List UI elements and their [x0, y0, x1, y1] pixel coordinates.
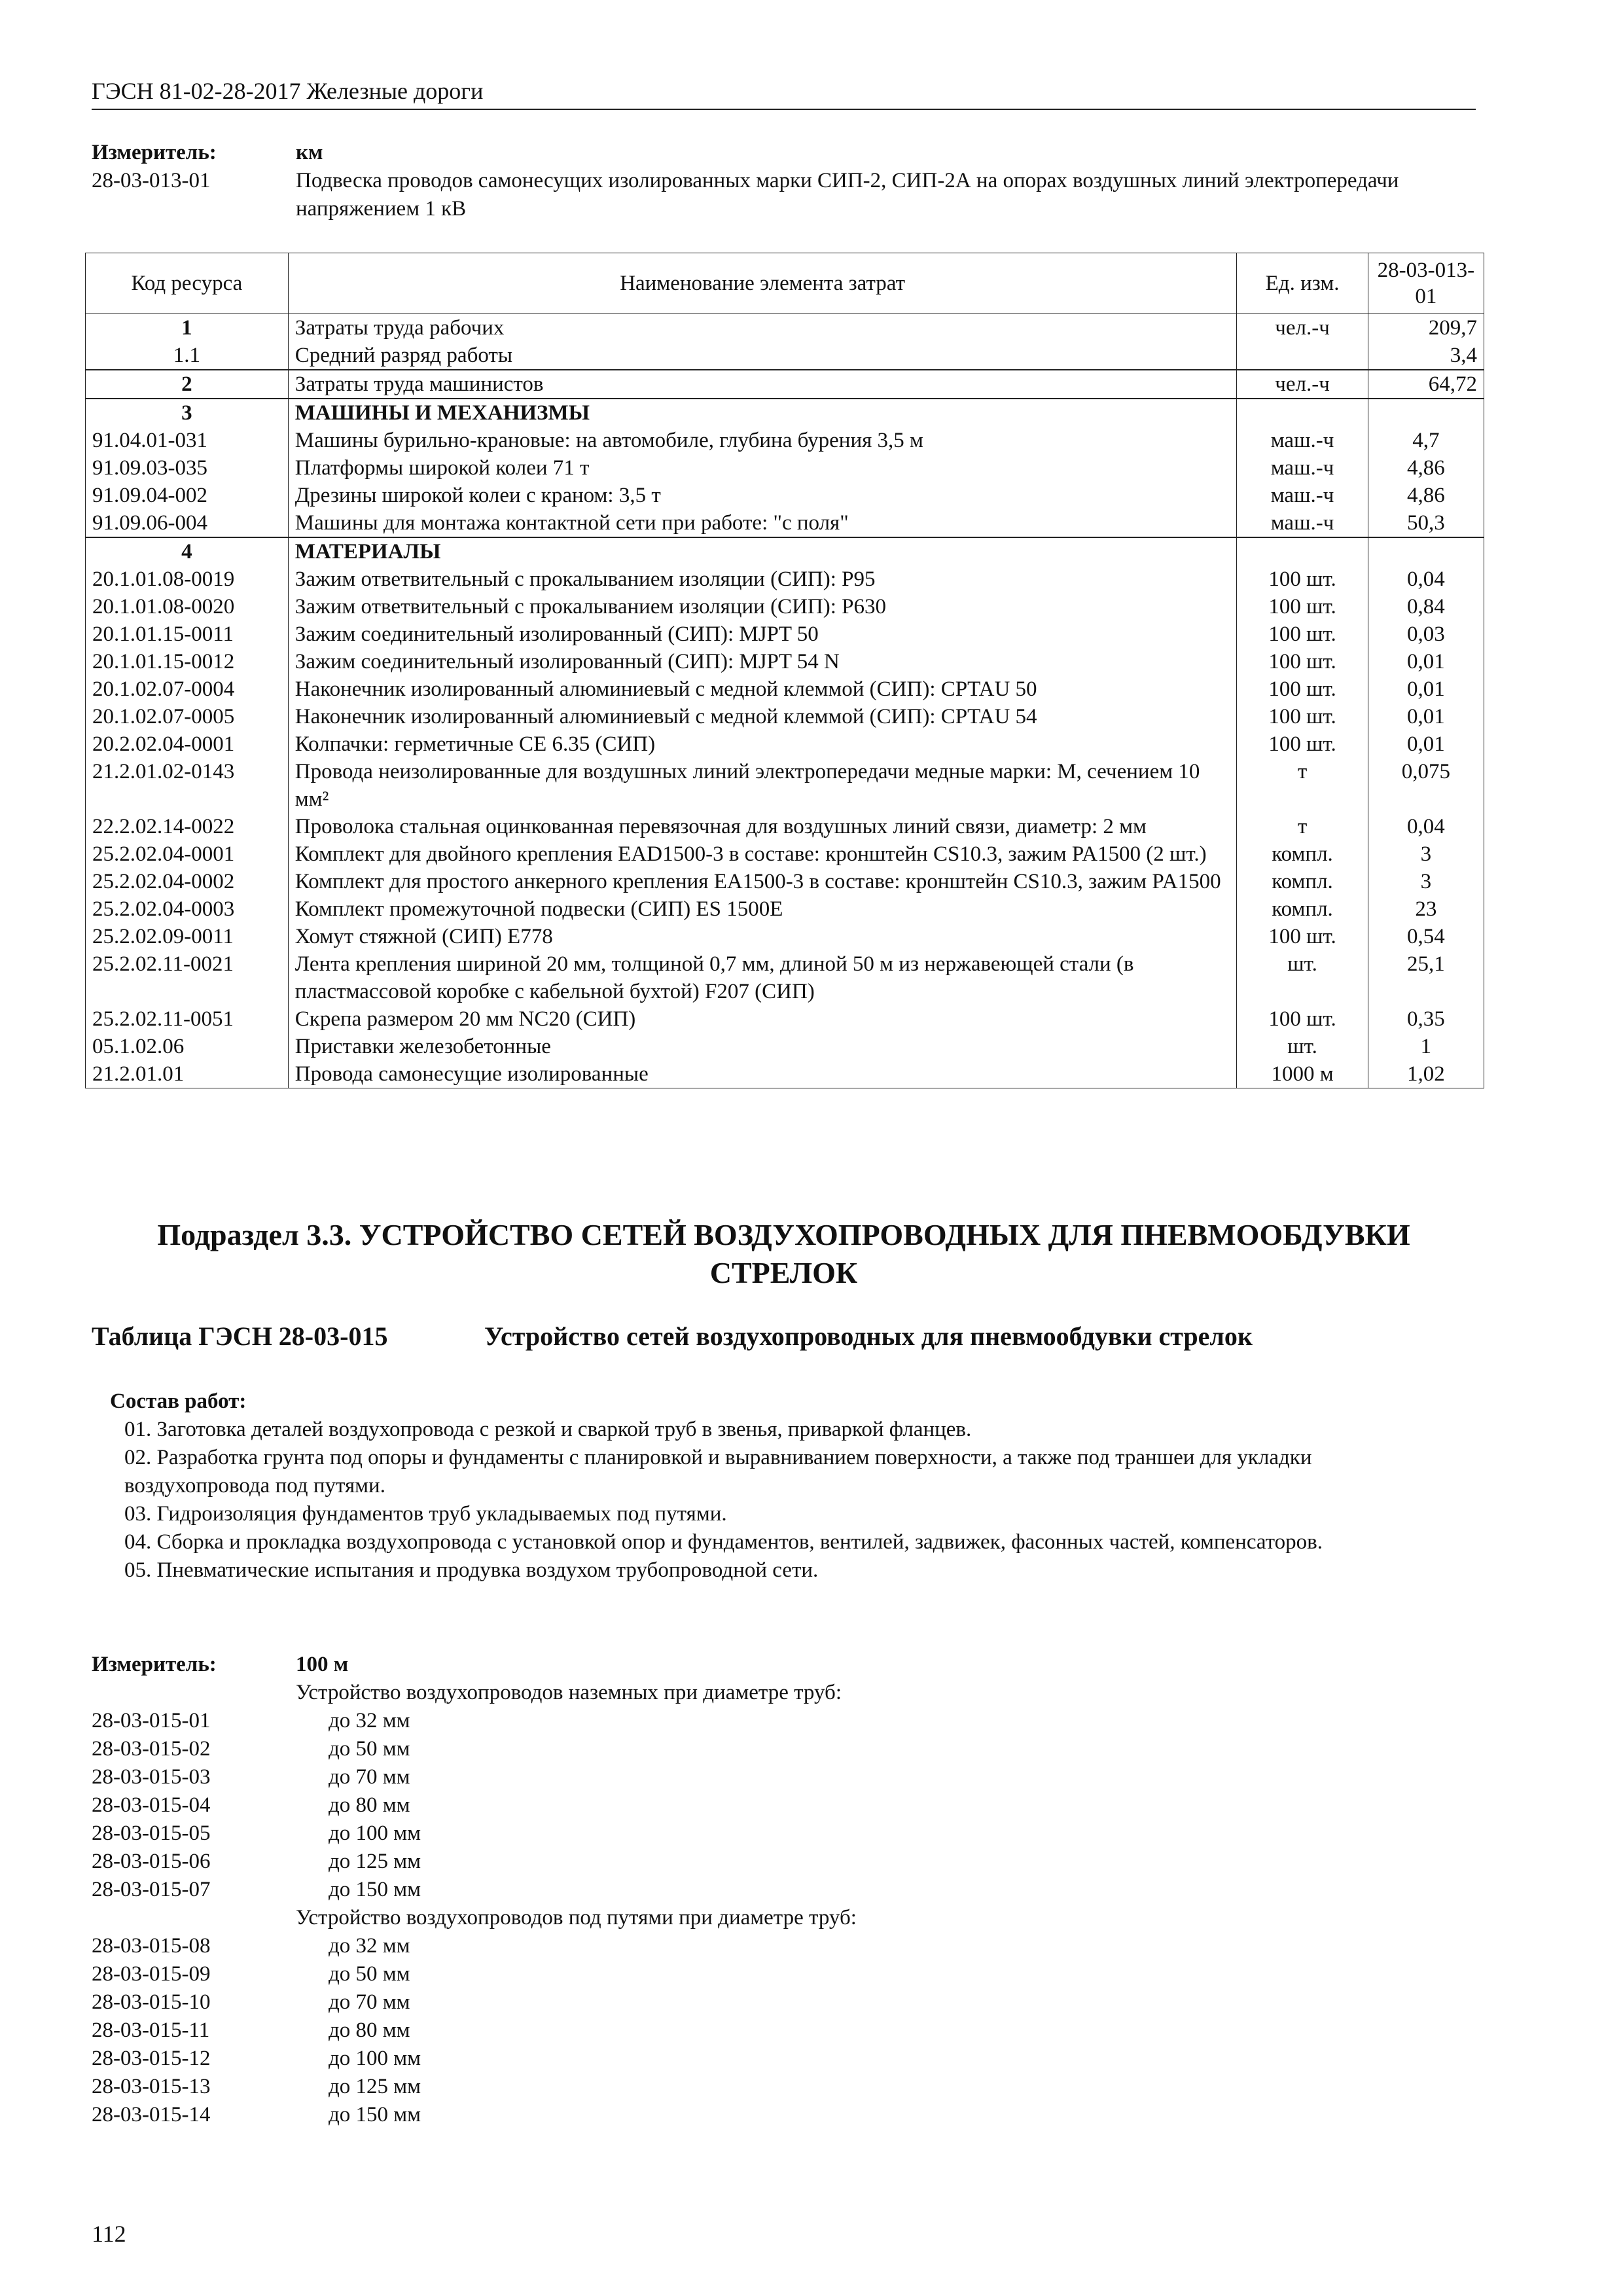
cell-name: Машины бурильно-крановые: на автомобиле, глубина бурения 3,5 м [288, 427, 1237, 454]
table-row [86, 923, 1484, 950]
norm-code: 28-03-015-11 [92, 2018, 210, 2042]
cell-code: 20.1.02.07-0005 [86, 703, 289, 730]
table-row [86, 342, 1484, 370]
cell-qty: 4,86 [1368, 454, 1484, 482]
table-row [86, 648, 1484, 675]
norm-list-item [92, 2101, 1008, 2129]
norm-code: 28-03-015-13 [92, 2075, 211, 2098]
group-title-row [92, 1679, 1008, 1707]
norm-list-item [92, 1876, 1008, 1904]
norm-list-item [92, 2017, 1008, 2045]
table-row [86, 370, 1484, 399]
norm-diameter: до 32 мм [329, 1934, 410, 1958]
works-item: 03. Гидроизоляция фундаментов труб укладываемых под путями. [124, 1502, 727, 1526]
cell-name: Скрепа размером 20 мм NC20 (СИП) [288, 1005, 1237, 1033]
cell-name: Комплект промежуточной подвески (СИП) ES 1500E [288, 895, 1237, 923]
table-row [86, 1033, 1484, 1060]
norm-code: 28-03-015-12 [92, 2047, 211, 2070]
group-1-list [92, 1707, 1008, 1904]
cell-code: 3 [86, 399, 289, 427]
norm-diameter: до 80 мм [329, 2018, 410, 2042]
cell-code: 22.2.02.14-0022 [86, 813, 289, 840]
cell-qty: 0,35 [1368, 1005, 1484, 1033]
norm-diameter: до 50 мм [329, 1737, 410, 1761]
table-title [92, 1321, 1476, 1352]
cell-qty: 4,7 [1368, 427, 1484, 454]
cell-code: 25.2.02.09-0011 [86, 923, 289, 950]
cell-qty: 0,01 [1368, 703, 1484, 730]
cell-qty: 0,01 [1368, 648, 1484, 675]
norm-code: 28-03-015-04 [92, 1793, 211, 1817]
cell-name: Приставки железобетонные [288, 1033, 1237, 1060]
table-body [86, 314, 1484, 1088]
table-row [86, 1060, 1484, 1088]
cell-name: Платформы широкой колеи 71 т [288, 454, 1237, 482]
cell-name: Комплект для двойного крепления EAD1500-3 в составе: кронштейн CS10.3, зажим PA1500 (2 шт.) [288, 840, 1237, 868]
cell-code: 21.2.01.02-0143 [86, 758, 289, 813]
cell-code: 20.1.01.15-0011 [86, 620, 289, 648]
cell-qty: 3 [1368, 840, 1484, 868]
cell-qty: 23 [1368, 895, 1484, 923]
cell-unit: т [1237, 813, 1368, 840]
cell-code: 25.2.02.11-0021 [86, 950, 289, 1005]
norm-code: 28-03-015-06 [92, 1850, 211, 1873]
cell-name: Наконечник изолированный алюминиевый с медной клеммой (СИП): CPTAU 50 [288, 675, 1237, 703]
table-row [86, 1005, 1484, 1033]
norm-list-item [92, 1820, 1008, 1848]
cell-qty: 1,02 [1368, 1060, 1484, 1088]
norm-code: 28-03-015-02 [92, 1737, 211, 1761]
header-code: Код ресурса [86, 253, 289, 314]
cell-qty: 0,01 [1368, 730, 1484, 758]
measure-block-2 [92, 1651, 1008, 2129]
cell-unit: 100 шт. [1237, 620, 1368, 648]
cell-name: Затраты труда машинистов [288, 370, 1237, 399]
cell-name: Провода неизолированные для воздушных линий электропередачи медные марки: М, сечением 10 мм² [288, 758, 1237, 813]
cell-unit [1237, 342, 1368, 370]
norm-row [92, 167, 1476, 223]
norm-code: 28-03-015-08 [92, 1934, 211, 1958]
cell-code: 25.2.02.04-0003 [86, 895, 289, 923]
cell-code: 91.09.04-002 [86, 482, 289, 509]
cell-qty: 0,03 [1368, 620, 1484, 648]
table-row [86, 454, 1484, 482]
cell-qty: 4,86 [1368, 482, 1484, 509]
cell-qty: 25,1 [1368, 950, 1484, 1005]
norm-code: 28-03-015-07 [92, 1878, 211, 1901]
table-row [86, 399, 1484, 427]
norm-list-item [92, 1707, 1008, 1735]
table-row [86, 537, 1484, 565]
resource-table [85, 253, 1484, 1088]
norm-list-item [92, 1791, 1008, 1820]
works-list [110, 1388, 1452, 1585]
norm-list-item [92, 1735, 1008, 1763]
cell-qty: 209,7 [1368, 314, 1484, 342]
cell-code: 25.2.02.04-0001 [86, 840, 289, 868]
works-item: 05. Пневматические испытания и продувка воздухом трубопроводной сети. [124, 1558, 819, 1582]
cell-name: МАШИНЫ И МЕХАНИЗМЫ [288, 399, 1237, 427]
cell-qty: 3,4 [1368, 342, 1484, 370]
cell-unit: шт. [1237, 1033, 1368, 1060]
measure-row [92, 1651, 1008, 1679]
cell-code: 21.2.01.01 [86, 1060, 289, 1088]
norm-code: 28-03-015-01 [92, 1709, 211, 1732]
group-1-title: Устройство воздухопроводов наземных при диаметре труб: [296, 1681, 842, 1704]
cell-qty: 3 [1368, 868, 1484, 895]
works-item: 04. Сборка и прокладка воздухопровода с установкой опор и фундаментов, вентилей, задвижек, фасонных частей, компенсаторов. [124, 1530, 1323, 1554]
table-row [86, 482, 1484, 509]
cell-code: 1 [86, 314, 289, 342]
table-row [86, 314, 1484, 342]
subsection-line-2: СТРЕЛОК [709, 1256, 858, 1289]
cell-unit: 1000 м [1237, 1060, 1368, 1088]
cell-name: Зажим ответвительный с прокалыванием изоляции (СИП): Р95 [288, 565, 1237, 593]
norm-description: Подвеска проводов самонесущих изолированных марки СИП-2, СИП-2А на опорах воздушных линий электропередачи напряжением 1 кВ [296, 169, 1399, 221]
norm-code: 28-03-015-05 [92, 1821, 211, 1845]
cell-name: Машины для монтажа контактной сети при работе: "с поля" [288, 509, 1237, 537]
cell-code: 91.09.03-035 [86, 454, 289, 482]
cell-unit: компл. [1237, 895, 1368, 923]
group-2-title: Устройство воздухопроводов под путями при диаметре труб: [296, 1906, 857, 1929]
cell-name: Проволока стальная оцинкованная перевязочная для воздушных линий связи, диаметр: 2 мм [288, 813, 1237, 840]
cell-unit: 100 шт. [1237, 730, 1368, 758]
cell-code: 20.2.02.04-0001 [86, 730, 289, 758]
cell-name: Затраты труда рабочих [288, 314, 1237, 342]
group-title-row [92, 1904, 1008, 1932]
norm-diameter: до 80 мм [329, 1793, 410, 1817]
cell-name: Наконечник изолированный алюминиевый с медной клеммой (СИП): CPTAU 54 [288, 703, 1237, 730]
cell-qty: 50,3 [1368, 509, 1484, 537]
measure-value: км [296, 141, 323, 164]
table-row [86, 593, 1484, 620]
cell-name: Зажим соединительный изолированный (СИП): MJPT 50 [288, 620, 1237, 648]
cell-name: Провода самонесущие изолированные [288, 1060, 1237, 1088]
header-unit: Ед. изм. [1237, 253, 1368, 314]
running-header: ГЭСН 81-02-28-2017 Железные дороги [92, 77, 1476, 110]
cell-qty: 0,84 [1368, 593, 1484, 620]
cell-name: Хомут стяжной (СИП) E778 [288, 923, 1237, 950]
measure-label: Измеритель: [92, 1653, 217, 1676]
norm-diameter: до 125 мм [329, 1850, 421, 1873]
cell-qty: 0,04 [1368, 813, 1484, 840]
table-row [86, 730, 1484, 758]
cell-unit: чел.-ч [1237, 370, 1368, 399]
cell-unit: компл. [1237, 840, 1368, 868]
measure-block-1 [92, 139, 1476, 223]
norm-diameter: до 50 мм [329, 1962, 410, 1986]
cell-code: 20.1.02.07-0004 [86, 675, 289, 703]
table-row [86, 565, 1484, 593]
cell-unit: 100 шт. [1237, 675, 1368, 703]
norm-diameter: до 70 мм [329, 1990, 410, 2014]
header-norm-id: 28-03-013-01 [1368, 253, 1484, 314]
norm-list-item [92, 1960, 1008, 1988]
cell-code: 4 [86, 537, 289, 565]
table-row [86, 675, 1484, 703]
table-row [86, 840, 1484, 868]
norm-diameter: до 70 мм [329, 1765, 410, 1789]
cell-name: Комплект для простого анкерного крепления EA1500-3 в составе: кронштейн CS10.3, зажим PA1500 [288, 868, 1237, 895]
cell-qty [1368, 537, 1484, 565]
cell-code: 91.09.06-004 [86, 509, 289, 537]
cell-code: 1.1 [86, 342, 289, 370]
cell-qty: 0,04 [1368, 565, 1484, 593]
cell-unit: 100 шт. [1237, 1005, 1368, 1033]
norm-diameter: до 150 мм [329, 2103, 421, 2126]
cell-unit: чел.-ч [1237, 314, 1368, 342]
cell-name: Лента крепления шириной 20 мм, толщиной 0,7 мм, длиной 50 м из нержавеющей стали (в пластмассовой коробке с кабельной бухтой) F207 (СИП) [288, 950, 1237, 1005]
cell-unit [1237, 537, 1368, 565]
cell-name: Колпачки: герметичные CE 6.35 (СИП) [288, 730, 1237, 758]
table-row [86, 427, 1484, 454]
cell-code: 20.1.01.08-0019 [86, 565, 289, 593]
cell-code: 20.1.01.15-0012 [86, 648, 289, 675]
page-number: 112 [92, 2221, 126, 2247]
cell-qty [1368, 399, 1484, 427]
subsection-line-1: Подраздел 3.3. УСТРОЙСТВО СЕТЕЙ ВОЗДУХОПРОВОДНЫХ ДЛЯ ПНЕВМООБДУВКИ [157, 1218, 1410, 1251]
cell-name: Средний разряд работы [288, 342, 1237, 370]
cell-name: Зажим ответвительный с прокалыванием изоляции (СИП): Р630 [288, 593, 1237, 620]
cell-unit: маш.-ч [1237, 454, 1368, 482]
cell-unit: 100 шт. [1237, 703, 1368, 730]
cell-unit: маш.-ч [1237, 427, 1368, 454]
cell-unit: 100 шт. [1237, 648, 1368, 675]
cell-code: 05.1.02.06 [86, 1033, 289, 1060]
cell-name: МАТЕРИАЛЫ [288, 537, 1237, 565]
works-item: 02. Разработка грунта под опоры и фундаменты с планировкой и выравниванием поверхности, а также под траншеи для укладки воздухопровода под путями. [124, 1446, 1312, 1498]
table-row [86, 620, 1484, 648]
norm-code: 28-03-015-14 [92, 2103, 211, 2126]
cell-unit: компл. [1237, 868, 1368, 895]
norm-code: 28-03-015-09 [92, 1962, 211, 1986]
norm-diameter: до 100 мм [329, 1821, 421, 1845]
norm-diameter: до 125 мм [329, 2075, 421, 2098]
norm-code: 28-03-013-01 [92, 169, 211, 192]
norm-list-item [92, 1763, 1008, 1791]
cell-code: 20.1.01.08-0020 [86, 593, 289, 620]
cell-unit: 100 шт. [1237, 593, 1368, 620]
cell-code: 2 [86, 370, 289, 399]
table-row [86, 950, 1484, 1005]
table-row [86, 895, 1484, 923]
cell-unit: маш.-ч [1237, 509, 1368, 537]
cell-qty: 64,72 [1368, 370, 1484, 399]
header-name: Наименование элемента затрат [288, 253, 1237, 314]
cell-name: Зажим соединительный изолированный (СИП): MJPT 54 N [288, 648, 1237, 675]
table-header-row [86, 253, 1484, 314]
cell-unit: 100 шт. [1237, 923, 1368, 950]
norm-code: 28-03-015-10 [92, 1990, 211, 2014]
table-title-name: Устройство сетей воздухопроводных для пневмообдувки стрелок [484, 1321, 1253, 1351]
norm-list-item [92, 2073, 1008, 2101]
table-row [86, 813, 1484, 840]
cell-code: 25.2.02.04-0002 [86, 868, 289, 895]
cell-unit: 100 шт. [1237, 565, 1368, 593]
table-row [86, 758, 1484, 813]
table-row [86, 703, 1484, 730]
norm-list-item [92, 1848, 1008, 1876]
measure-value: 100 м [296, 1653, 349, 1676]
table-title-code: Таблица ГЭСН 28-03-015 [92, 1321, 388, 1351]
table-row [86, 509, 1484, 537]
cell-name: Дрезины широкой колеи с краном: 3,5 т [288, 482, 1237, 509]
cell-code: 25.2.02.11-0051 [86, 1005, 289, 1033]
cell-unit: маш.-ч [1237, 482, 1368, 509]
cell-code: 91.04.01-031 [86, 427, 289, 454]
norm-list-item [92, 1932, 1008, 1960]
works-item: 01. Заготовка деталей воздухопровода с резкой и сваркой труб в звенья, приваркой фланцев. [124, 1418, 972, 1441]
group-2-list [92, 1932, 1008, 2129]
norm-list-item [92, 1988, 1008, 2017]
norm-diameter: до 32 мм [329, 1709, 410, 1732]
cell-unit [1237, 399, 1368, 427]
norm-code: 28-03-015-03 [92, 1765, 211, 1789]
cell-qty: 0,54 [1368, 923, 1484, 950]
subsection-heading [92, 1216, 1476, 1292]
cell-qty: 0,075 [1368, 758, 1484, 813]
cell-qty: 1 [1368, 1033, 1484, 1060]
cell-qty: 0,01 [1368, 675, 1484, 703]
norm-diameter: до 150 мм [329, 1878, 421, 1901]
norm-diameter: до 100 мм [329, 2047, 421, 2070]
measure-label: Измеритель: [92, 141, 217, 164]
cell-unit: шт. [1237, 950, 1368, 1005]
norm-list-item [92, 2045, 1008, 2073]
measure-row [92, 139, 1476, 167]
works-title: Состав работ: [110, 1390, 247, 1413]
table-row [86, 868, 1484, 895]
cell-unit: т [1237, 758, 1368, 813]
